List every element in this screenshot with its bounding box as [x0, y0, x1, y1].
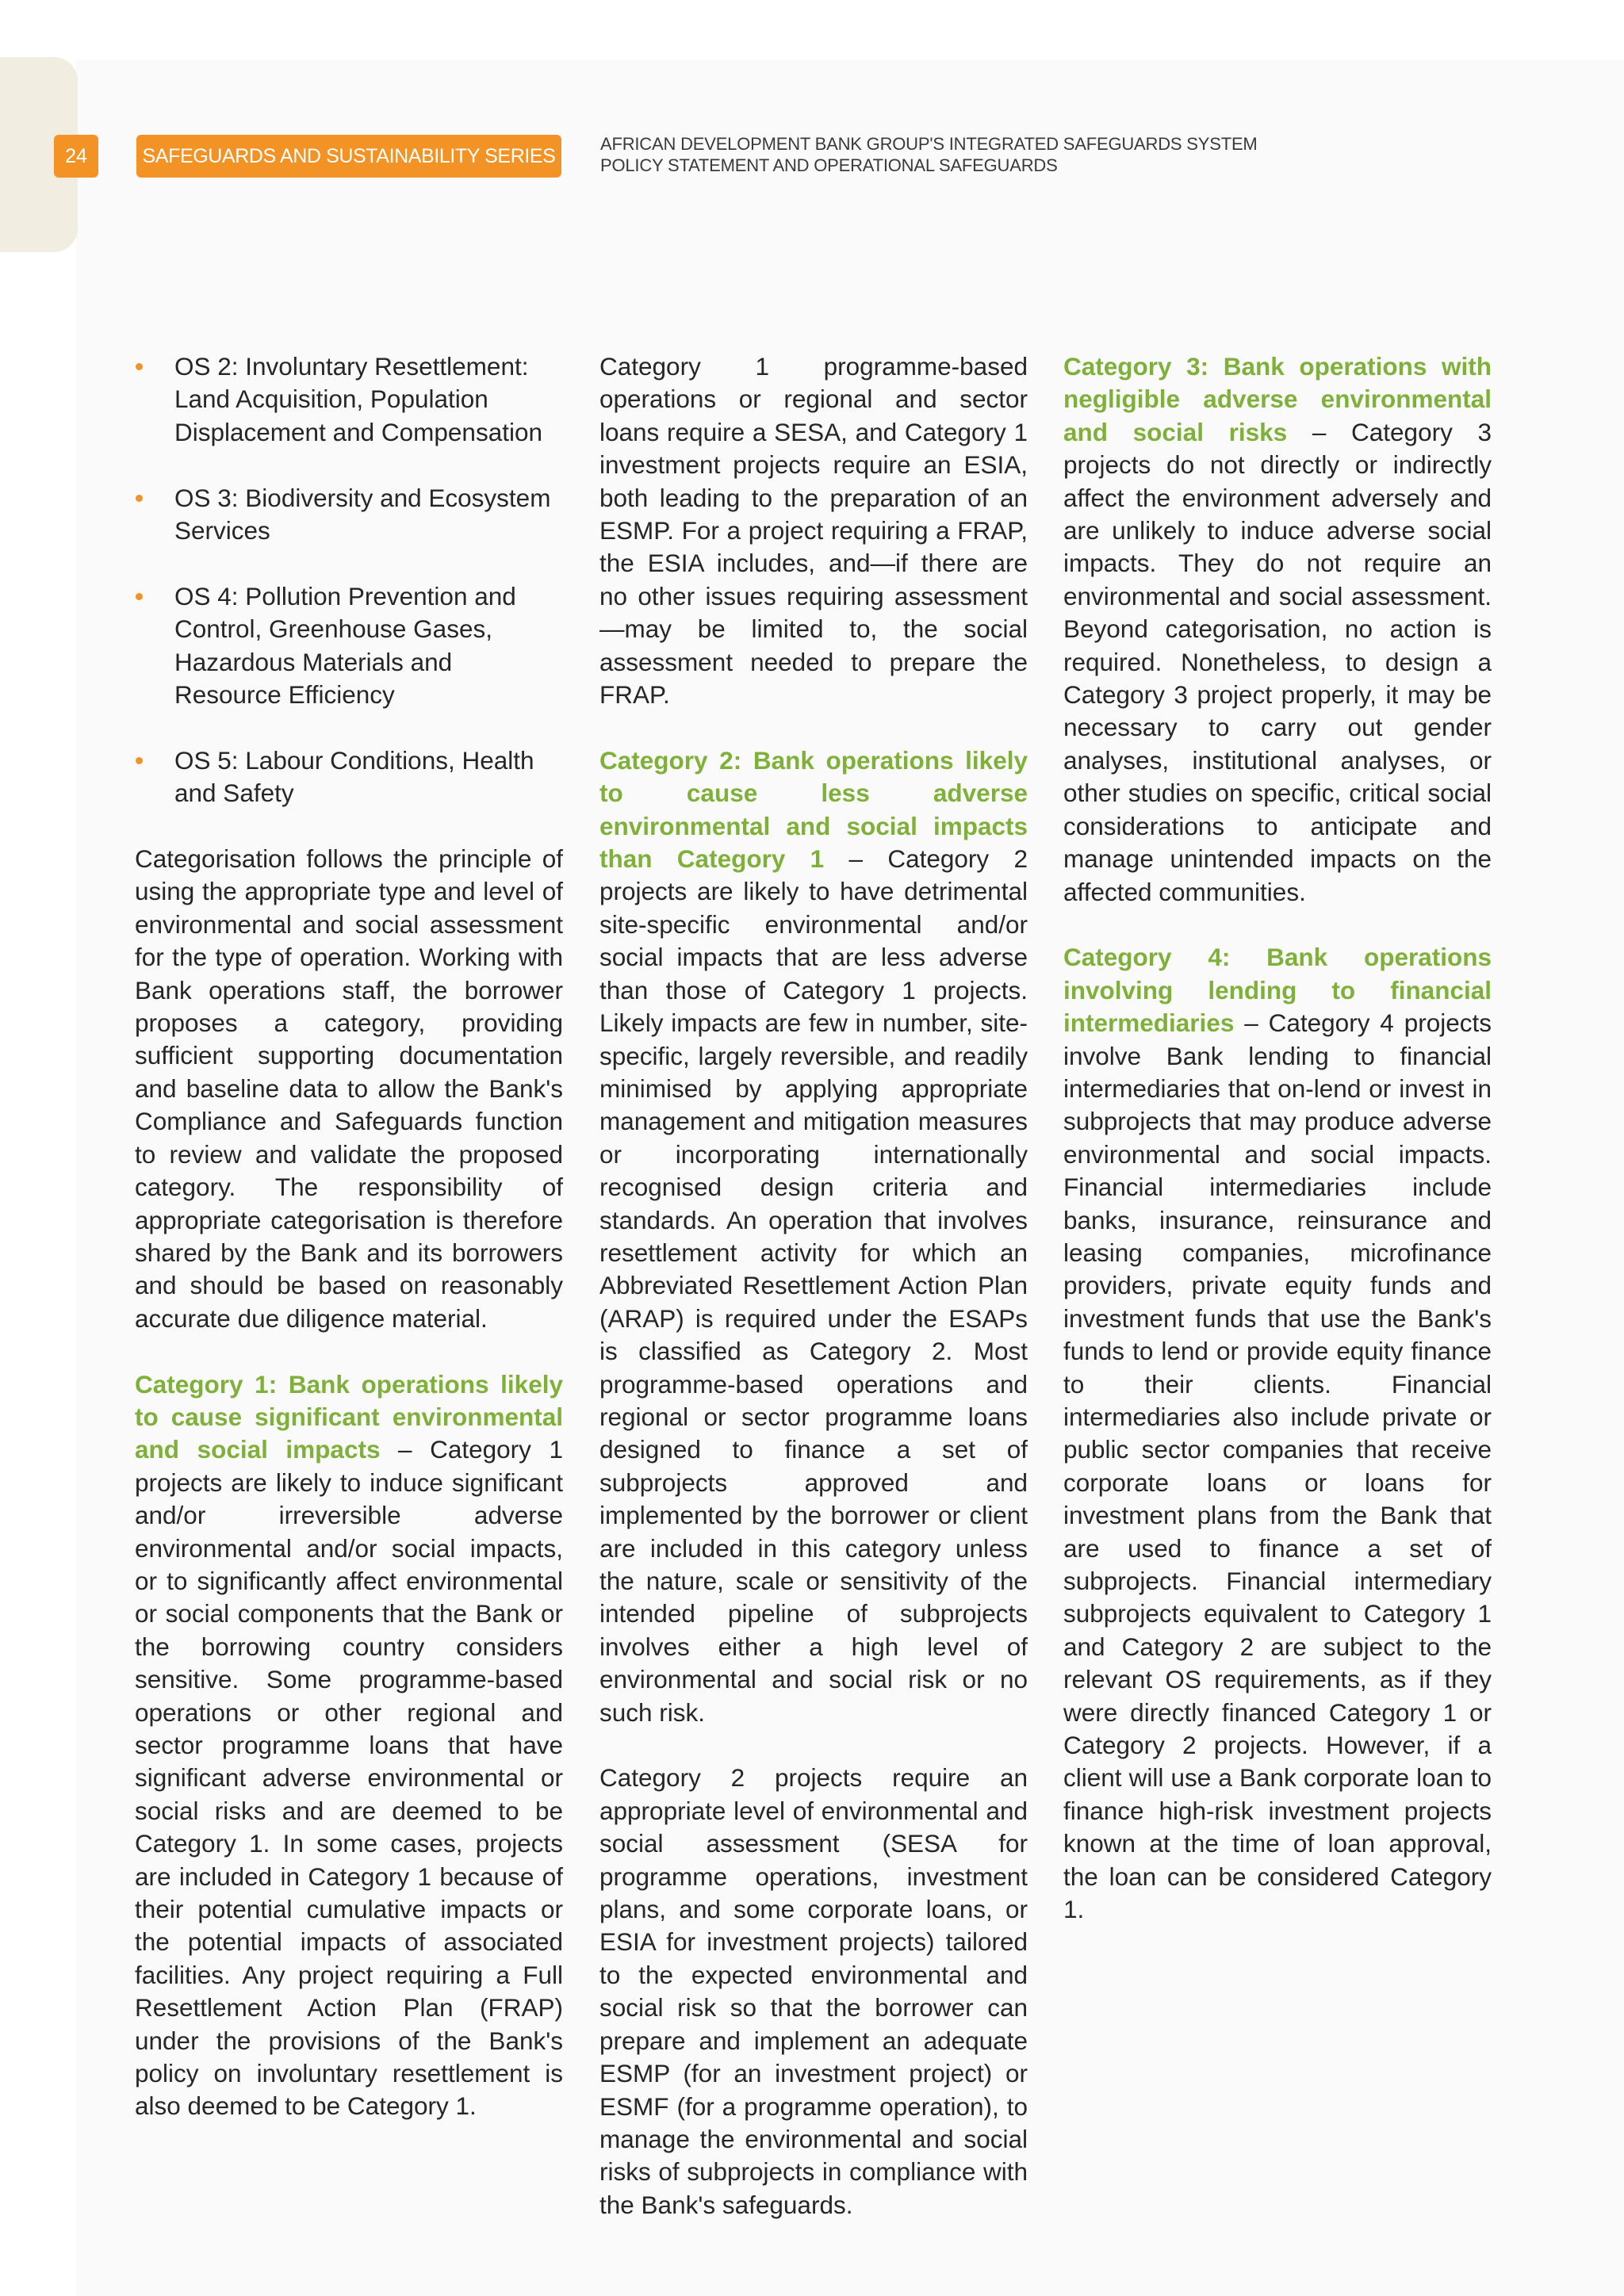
paragraph-category-1-programme: Category 1 programme-based operations or regional and sector loans require a SESA, and Category 1 investment projects require an ESIA, both leading to the preparation of an ESMP. For a project requiring a FRAP, the ESIA includes, and—if there are no other issues requiring assessment—may be limited to, the social assessment needed to prepare the FRAP. — [599, 352, 1028, 710]
category-2-heading: Category 2: Bank operations likely to cause less adverse environmental and social impacts than Category 1 — [599, 745, 1028, 874]
paragraph-categorisation: Categorisation follows the principle of using the appropriate type and level of environmental and social assessment for the type of operation. Working with Bank operations staff, the borrower proposes a category, providing sufficient supporting documentation and baseline data to allow the Bank's Compliance and Safeguards function to review and validate the proposed category. The responsibility of appropriate categorisation is therefore shared by the Bank and its borrowers and should be based on reasonably accurate due diligence material. — [135, 844, 563, 1333]
paragraph-category-2 — [599, 744, 1028, 1729]
document-title-line1: AFRICAN DEVELOPMENT BANK GROUP'S INTEGRATED SAFEGUARDS SYSTEM — [600, 134, 1258, 154]
text-column-2 — [599, 350, 1028, 2255]
bullet-item: OS 2: Involuntary Resettlement: Land Acquisition, Population Displacement and Compensation — [135, 350, 563, 449]
text-column-3 — [1063, 350, 1492, 1959]
series-badge: SAFEGUARDS AND SUSTAINABILITY SERIES — [136, 135, 561, 178]
paragraph-category-2-requirements: Category 2 projects require an appropriate level of environmental and social assessment (SESA for programme operations, investment plans, and some corporate loans, or ESIA for investment projects) tailored to the expected environmental and social risk so that the borrower can prepare and implement an adequate ESMP (for an investment project) or ESMF (for a programme operation), to manage the environmental and social risks of subprojects in compliance with the Bank's safeguards. — [599, 1763, 1028, 2219]
bullet-item: OS 4: Pollution Prevention and Control, Greenhouse Gases, Hazardous Materials and Resource Efficiency — [135, 580, 563, 712]
text-column-1 — [135, 350, 563, 2156]
document-title — [600, 133, 1314, 176]
os-bullet-list — [135, 350, 563, 810]
paragraph-category-4 — [1063, 941, 1492, 1926]
category-1-heading: Category 1: Bank operations likely to cause significant environmental and social impacts — [135, 1369, 563, 1464]
category-3-body: – Category 3 projects do not directly or indirectly affect the environment adversely and are unlikely to induce adverse social impacts. They do not require an environmental and social assessment. Beyond categorisation, no action is required. Nonetheless, to design a Category 3 project properly, it may be necessary to carry out gender analyses, institutional analyses, or other studies on specific, critical social considerations to anticipate and manage unintended impacts on the affected communities. — [1063, 417, 1492, 906]
category-1-body: – Category 1 projects are likely to induce significant and/or irreversible adverse environmental and/or social impacts, or to significantly affect environmental or social components that the Bank or the borrowing country considers sensitive. Some programme-based operations or other regional and sector programme loans that have significant adverse environmental or social risks and are deemed to be Category 1. In some cases, projects are included in Category 1 because of their potential cumulative impacts or the potential impacts of associated facilities. Any project requiring a Full Resettlement Action Plan (FRAP) under the provisions of the Bank's policy on involuntary resettlement is also deemed to be Category 1. — [135, 1435, 563, 2121]
page-number: 24 — [54, 135, 98, 178]
category-3-heading: Category 3: Bank operations with negligible adverse environmental and social risks — [1063, 352, 1492, 446]
document-title-line2: POLICY STATEMENT AND OPERATIONAL SAFEGUARDS — [600, 155, 1058, 175]
bullet-item: OS 3: Biodiversity and Ecosystem Services — [135, 482, 563, 548]
category-4-heading: Category 4: Bank operations involving lending to financial intermediaries — [1063, 943, 1492, 1038]
category-4-body: – Category 4 projects involve Bank lending to financial intermediaries that on-lend or invest in subprojects that may produce adverse environmental and social impacts. Financial intermediaries include banks, insurance, reinsurance and leasing companies, microfinance providers, private equity funds and investment funds that use the Bank's funds to lend or provide equity finance to their clients. Financial intermediaries also include private or public sector companies that receive corporate loans or loans for investment plans from the Bank that are used to finance a set of subprojects. Financial intermediary subprojects equivalent to Category 1 and Category 2 are subject to the relevant OS requirements, as if they were directly financed Category 1 or Category 2 projects. However, if a client will use a Bank corporate loan to finance high-risk investment projects known at the time of loan approval, the loan can be considered Category 1. — [1063, 1008, 1492, 1924]
paragraph-category-3 — [1063, 350, 1492, 909]
bullet-item: OS 5: Labour Conditions, Health and Safety — [135, 744, 563, 810]
category-2-body: – Category 2 projects are likely to have detrimental site-specific environmental and/or social impacts that are less adverse than those of Category 1 projects. Likely impacts are few in number, site-specific, largely reversible, and readily minimised by applying appropriate management and mitigation measures or incorporating internationally recognised design criteria and standards. An operation that involves resettlement activity for which an Abbreviated Resettlement Action Plan (ARAP) is required under the ESAPs is classified as Category 2. Most programme-based operations and regional or sector programme loans designed to finance a set of subprojects approved and implemented by the borrower or client are included in this category unless the nature, scale or sensitivity of the intended pipeline of subprojects involves either a high level of environmental and social risk or no such risk. — [599, 844, 1028, 1727]
paragraph-category-1 — [135, 1368, 563, 2123]
